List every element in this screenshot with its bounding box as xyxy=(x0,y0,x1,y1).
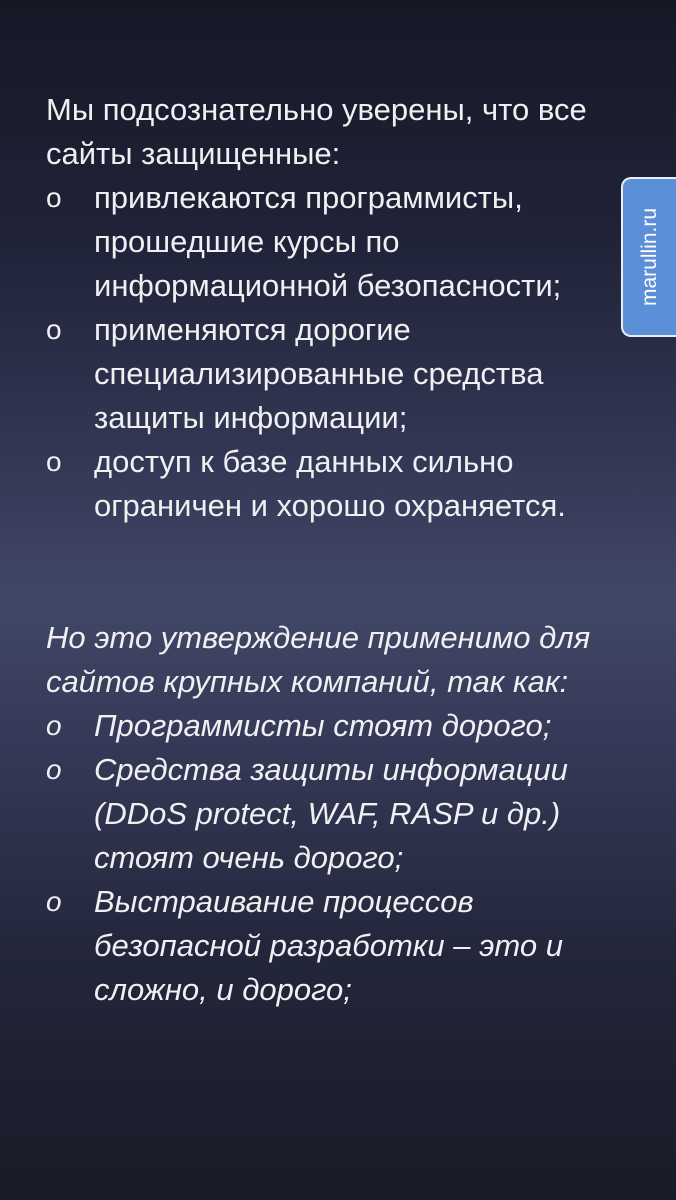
list-item-text: Выстраивание процессов безопасной разработки – это и сложно, и дорого; xyxy=(94,884,563,1007)
list-item-text: доступ к базе данных сильно ограничен и хорошо охраняется. xyxy=(94,444,566,523)
bullet-list-costs xyxy=(46,704,606,1012)
bullet-marker: o xyxy=(46,886,62,917)
site-link-label: marullin.ru xyxy=(637,207,661,307)
list-item xyxy=(46,704,606,748)
list-item-text: Программисты стоят дорого; xyxy=(94,708,552,743)
list-item xyxy=(46,440,606,528)
intro-text-2: Но это утверждение применимо для сайтов крупных компаний, так как: xyxy=(46,620,591,699)
list-item xyxy=(46,176,606,308)
bullet-marker: o xyxy=(46,182,62,213)
list-item-text: Средства защиты информации (DDoS protect, WAF, RASP и др.) стоят очень дорого; xyxy=(94,752,568,875)
bullet-list-protection xyxy=(46,176,606,528)
list-item xyxy=(46,308,606,440)
list-item xyxy=(46,748,606,880)
bullet-marker: o xyxy=(46,314,62,345)
list-item-text: привлекаются программисты, прошедшие курсы по информационной безопасности; xyxy=(94,180,562,303)
bullet-marker: o xyxy=(46,754,62,785)
intro-text: Мы подсознательно уверены, что все сайты защищенные: xyxy=(46,92,587,171)
bullet-marker: o xyxy=(46,446,62,477)
bullet-marker: o xyxy=(46,710,62,741)
list-item-text: применяются дорогие специализированные средства защиты информации; xyxy=(94,312,544,435)
list-item xyxy=(46,880,606,1012)
site-link-tab[interactable] xyxy=(621,177,676,337)
